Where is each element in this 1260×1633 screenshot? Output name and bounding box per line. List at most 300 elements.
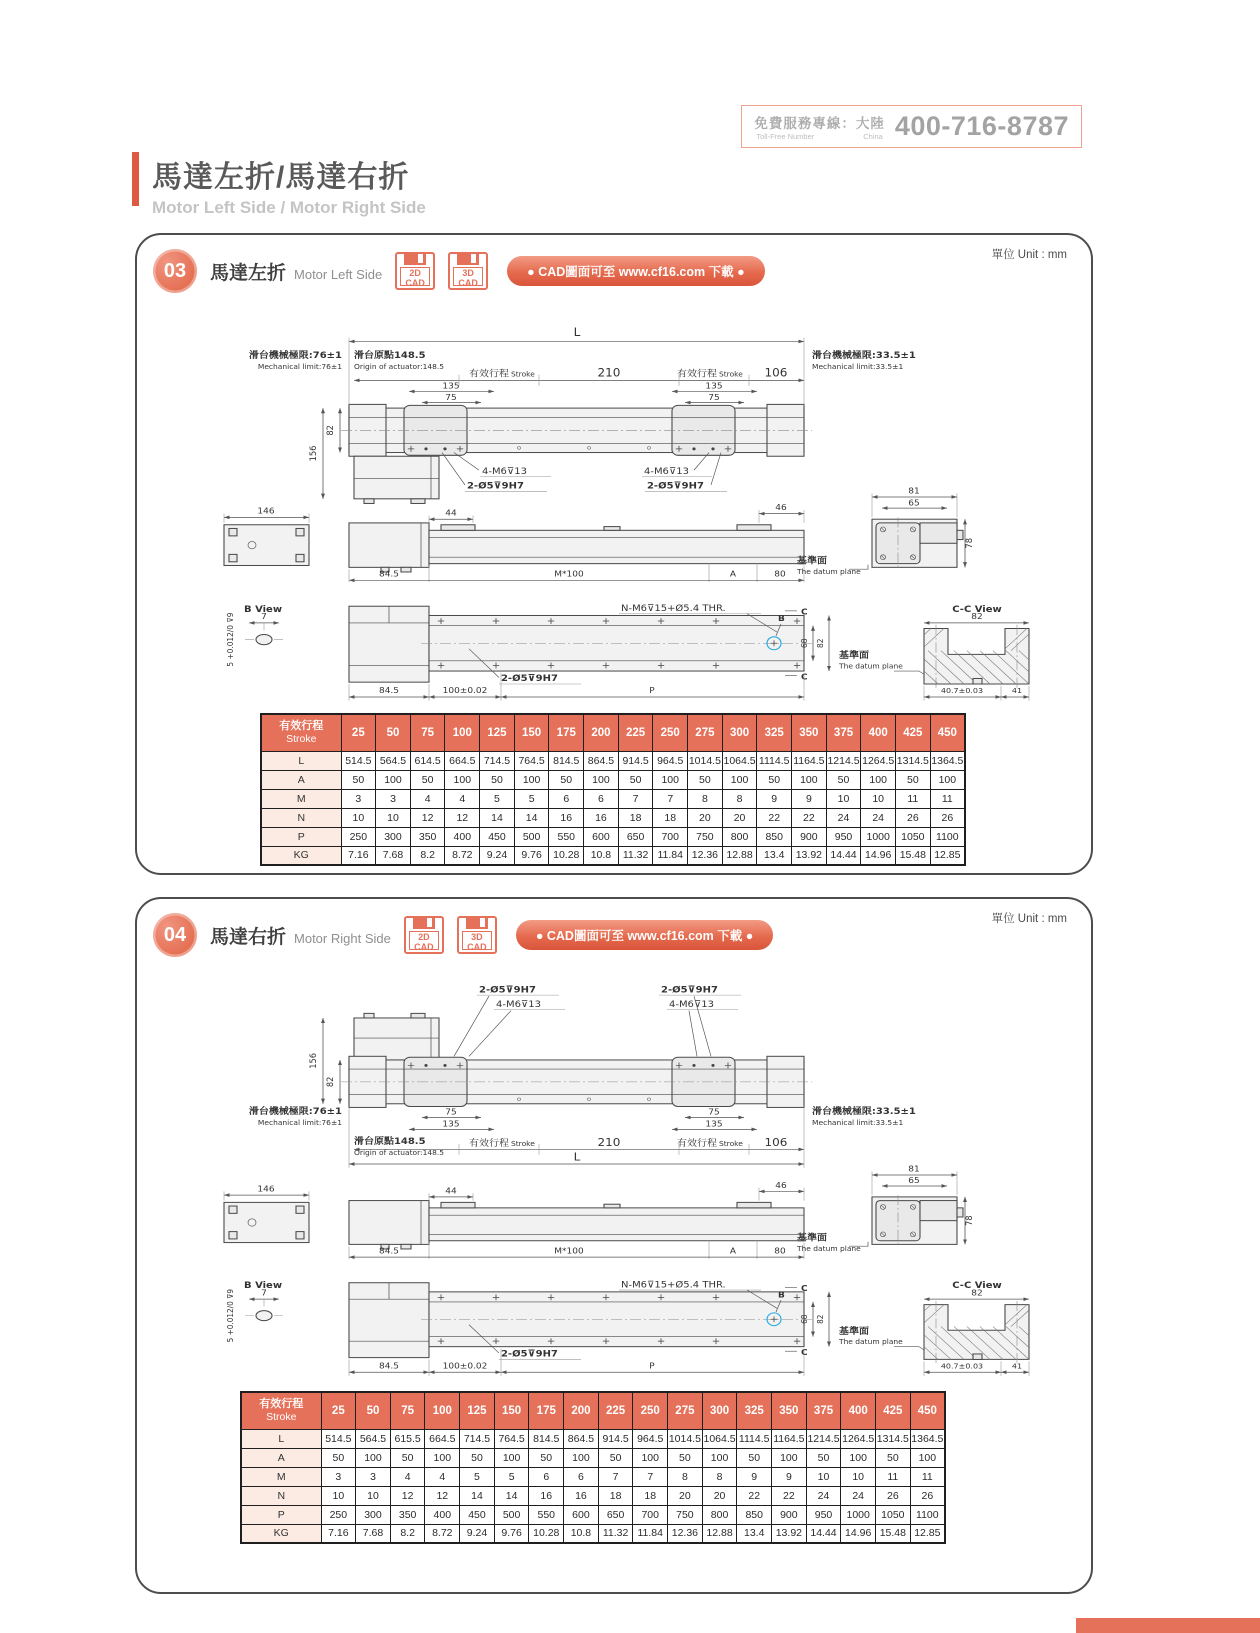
value-cell: 1314.5 (896, 751, 931, 770)
dim-82: 82 (971, 612, 983, 623)
value-cell: 514.5 (321, 1429, 356, 1448)
datum-label-en: The datum plane (797, 567, 861, 576)
value-cell: 1014.5 (688, 751, 723, 770)
value-cell: 15.48 (896, 846, 931, 865)
stroke-column-header: 450 (910, 1392, 945, 1429)
value-cell: 12 (390, 1486, 425, 1505)
side-view (224, 1165, 975, 1259)
value-cell: 764.5 (494, 1429, 529, 1448)
dim-106: 106 (764, 366, 788, 380)
row-label: M (241, 1467, 321, 1486)
datum-label-zh: 基準面 (797, 555, 827, 567)
cad-2d-sublabel: CAD (414, 941, 434, 952)
value-cell: 5 (460, 1467, 495, 1486)
stroke-column-header: 75 (410, 714, 445, 751)
mech-limit-right-en: Mechanical limit:33.5±1 (812, 362, 904, 372)
tollfree-number: 400-716-8787 (894, 111, 1069, 141)
mech-limit-left-zh: 滑台機械極限:76±1 (248, 350, 342, 361)
value-cell: 9 (792, 789, 827, 808)
footer-accent-tab (1076, 1618, 1260, 1633)
value-cell: 1100 (910, 1505, 945, 1524)
c-marker: C (801, 672, 808, 683)
value-cell: 11.32 (598, 1524, 633, 1543)
value-cell: 650 (618, 827, 653, 846)
value-cell: 26 (896, 808, 931, 827)
value-cell: 8.72 (425, 1524, 460, 1543)
cad-3d-icon[interactable] (457, 916, 497, 954)
value-cell: 50 (321, 1448, 356, 1467)
dim-146: 146 (257, 506, 275, 517)
value-cell: 100 (653, 770, 688, 789)
value-cell: 8.72 (445, 846, 480, 865)
stroke-column-header: 50 (376, 714, 411, 751)
value-cell: 100 (445, 770, 480, 789)
cad-download-note[interactable]: ● CAD圖面可至 www.cf16.com 下載 ● (507, 256, 764, 286)
datum-label-en: The datum plane (839, 661, 903, 671)
value-cell: 300 (356, 1505, 391, 1524)
value-cell: 13.92 (792, 846, 827, 865)
value-cell: 18 (653, 808, 688, 827)
origin-label-en: Origin of actuator:148.5 (354, 362, 445, 372)
top-view (249, 325, 916, 503)
row-label: L (261, 751, 341, 770)
value-cell: 600 (564, 1505, 599, 1524)
value-cell: 9.76 (494, 1524, 529, 1543)
value-cell: 800 (702, 1505, 737, 1524)
value-cell: 8.2 (410, 846, 445, 865)
value-cell: 1050 (896, 827, 931, 846)
value-cell: 50 (549, 770, 584, 789)
value-cell: 814.5 (549, 751, 584, 770)
stroke-column-header: 450 (930, 714, 965, 751)
b-view-label: B View (244, 1280, 283, 1292)
dim-75: 75 (708, 393, 720, 403)
cad-2d-icon[interactable] (404, 916, 444, 954)
value-cell: 10 (321, 1486, 356, 1505)
value-cell: 50 (410, 770, 445, 789)
value-cell: 14.44 (806, 1524, 841, 1543)
value-cell: 250 (341, 827, 376, 846)
unit-label: 單位 Unit : mm (991, 249, 1067, 261)
value-cell: 18 (618, 808, 653, 827)
stroke-header-cell: 有效行程 Stroke (241, 1392, 321, 1429)
stroke-column-header: 50 (356, 1392, 391, 1429)
callout-2o5: 2-Ø5⊽9H7 (467, 480, 524, 492)
value-cell: 100 (910, 1448, 945, 1467)
dim-label-L: L (573, 325, 581, 339)
spec-table-motor-right (240, 1391, 946, 1544)
stroke-column-header: 350 (792, 714, 827, 751)
dim-84-5: 84.5 (378, 686, 400, 697)
value-cell: 100 (702, 1448, 737, 1467)
stroke-column-header: 75 (390, 1392, 425, 1429)
stroke-column-header: 425 (876, 1392, 911, 1429)
cad-3d-sublabel: CAD (467, 941, 487, 952)
value-cell: 50 (688, 770, 723, 789)
value-cell: 5 (514, 789, 549, 808)
value-cell: 9 (757, 789, 792, 808)
value-cell: 11.32 (618, 846, 653, 865)
value-cell: 14 (480, 808, 515, 827)
dim-100-tol: 100±0.02 (442, 686, 488, 697)
value-cell: 7 (618, 789, 653, 808)
row-label: N (261, 808, 341, 827)
value-cell: 11.84 (633, 1524, 668, 1543)
dim-135: 135 (442, 1119, 460, 1130)
value-cell: 964.5 (653, 751, 688, 770)
value-cell: 3 (356, 1467, 391, 1486)
dim-82: 82 (815, 638, 826, 648)
value-cell: 1264.5 (841, 1429, 876, 1448)
tollfree-region: China (863, 132, 883, 141)
value-cell: 8 (722, 789, 757, 808)
row-label: L (241, 1429, 321, 1448)
value-cell: 16 (529, 1486, 564, 1505)
value-cell: 8.2 (390, 1524, 425, 1543)
cad-download-note[interactable]: ● CAD圖面可至 www.cf16.com 下載 ● (516, 920, 773, 950)
floppy-shutter (457, 253, 479, 265)
value-cell: 12.36 (668, 1524, 703, 1543)
value-cell: 550 (529, 1505, 564, 1524)
value-cell: 50 (737, 1448, 772, 1467)
stroke-label-en: Stroke (511, 369, 535, 379)
value-cell: 100 (772, 1448, 807, 1467)
row-label: N (241, 1486, 321, 1505)
value-cell: 11.84 (653, 846, 688, 865)
value-cell: 250 (321, 1505, 356, 1524)
value-cell: 6 (549, 789, 584, 808)
value-cell: 614.5 (410, 751, 445, 770)
value-cell: 400 (425, 1505, 460, 1524)
callout-n-thr: N-M6⊽15+Ø5.4 THR. (621, 1279, 726, 1291)
value-cell: 8 (688, 789, 723, 808)
dim-82: 82 (325, 425, 337, 436)
value-cell: 100 (930, 770, 965, 789)
value-cell: 914.5 (618, 751, 653, 770)
cad-3d-icon[interactable] (448, 252, 488, 290)
dim-106: 106 (764, 1135, 788, 1149)
value-cell: 850 (757, 827, 792, 846)
stroke-column-header: 225 (618, 714, 653, 751)
value-cell: 11 (896, 789, 931, 808)
value-cell: 12 (425, 1486, 460, 1505)
dim-m100: M*100 (554, 569, 584, 580)
table-row (241, 1467, 945, 1486)
page-title-en: Motor Left Side / Motor Right Side (152, 198, 426, 217)
value-cell: 50 (806, 1448, 841, 1467)
dim-75: 75 (445, 1108, 457, 1118)
value-cell: 10.28 (549, 846, 584, 865)
callout-n-thr: N-M6⊽15+Ø5.4 THR. (621, 603, 726, 614)
page-title-zh: 馬達左折/馬達右折 (152, 161, 410, 194)
b-view-tolerance: 5 +0.012/0 ⊽9 (225, 1288, 236, 1343)
value-cell: 22 (757, 808, 792, 827)
value-cell: 24 (861, 808, 896, 827)
value-cell: 11 (910, 1467, 945, 1486)
value-cell: 50 (460, 1448, 495, 1467)
value-cell: 13.4 (737, 1524, 772, 1543)
stroke-column-header: 375 (806, 1392, 841, 1429)
row-label: P (241, 1505, 321, 1524)
dim-146: 146 (257, 1184, 275, 1195)
value-cell: 4 (410, 789, 445, 808)
value-cell: 12 (445, 808, 480, 827)
value-cell: 16 (549, 808, 584, 827)
stroke-label-zh: 有效行程 (469, 1138, 509, 1149)
stroke-label-zh: 有效行程 (469, 368, 509, 380)
dim-44: 44 (445, 1186, 457, 1197)
cc-view (924, 1281, 1029, 1376)
value-cell: 950 (806, 1505, 841, 1524)
dim-41: 41 (1011, 686, 1023, 696)
value-cell: 100 (792, 770, 827, 789)
section-number-badge: 04 (153, 913, 197, 957)
dim-m100: M*100 (554, 1246, 584, 1257)
value-cell: 100 (494, 1448, 529, 1467)
table-row (241, 1524, 945, 1543)
stroke-column-header: 275 (668, 1392, 703, 1429)
value-cell: 10 (841, 1467, 876, 1486)
c-marker: C (801, 607, 808, 618)
section-title-zh: 馬達左折 (210, 262, 287, 284)
dim-P: P (649, 686, 655, 697)
dim-41: 41 (1011, 1361, 1023, 1371)
value-cell: 16 (564, 1486, 599, 1505)
stroke-column-header: 225 (598, 1392, 633, 1429)
value-cell: 864.5 (564, 1429, 599, 1448)
table-row (241, 1486, 945, 1505)
value-cell: 20 (702, 1486, 737, 1505)
callout-4m6: 4-M6⊽13 (669, 999, 714, 1010)
value-cell: 564.5 (356, 1429, 391, 1448)
dim-75: 75 (708, 1108, 720, 1118)
value-cell: 300 (376, 827, 411, 846)
row-label: KG (241, 1524, 321, 1543)
value-cell: 50 (757, 770, 792, 789)
stroke-column-header: 400 (841, 1392, 876, 1429)
value-cell: 9 (737, 1467, 772, 1486)
cad-2d-label: 2D (409, 268, 421, 278)
stroke-column-header: 325 (757, 714, 792, 751)
value-cell: 26 (930, 808, 965, 827)
tollfree-label-zh: 免費服務專線：大陸 (754, 116, 885, 131)
dim-75: 75 (445, 393, 457, 403)
value-cell: 500 (514, 827, 549, 846)
value-cell: 750 (688, 827, 723, 846)
value-cell: 1364.5 (930, 751, 965, 770)
dim-135: 135 (705, 381, 723, 392)
value-cell: 20 (688, 808, 723, 827)
value-cell: 12.85 (930, 846, 965, 865)
dim-78: 78 (964, 537, 976, 549)
value-cell: 24 (806, 1486, 841, 1505)
table-row (261, 846, 965, 865)
value-cell: 7 (598, 1467, 633, 1486)
value-cell: 9.76 (514, 846, 549, 865)
dim-135: 135 (442, 381, 460, 392)
stroke-column-header: 175 (549, 714, 584, 751)
stroke-label-zh: 有效行程 (677, 1138, 717, 1149)
section-panel-motor-right (135, 897, 1093, 1594)
value-cell: 11 (930, 789, 965, 808)
value-cell: 26 (910, 1486, 945, 1505)
stroke-header-cell: 有效行程 Stroke (261, 714, 341, 751)
value-cell: 714.5 (460, 1429, 495, 1448)
value-cell: 1100 (930, 827, 965, 846)
stroke-column-header: 200 (584, 714, 619, 751)
dim-82: 82 (325, 1076, 337, 1088)
floppy-shutter (404, 253, 426, 265)
callout-2o5: 2-Ø5⊽9H7 (501, 673, 558, 685)
callout-2o5: 2-Ø5⊽9H7 (661, 984, 718, 996)
cad-2d-icon[interactable] (395, 252, 435, 290)
cad-2d-label: 2D (418, 932, 430, 942)
dim-82: 82 (971, 1288, 983, 1299)
value-cell: 100 (356, 1448, 391, 1467)
callout-2o5: 2-Ø5⊽9H7 (500, 1349, 558, 1360)
dim-65: 65 (908, 498, 920, 509)
datum-label-zh: 基準面 (838, 1326, 869, 1337)
value-cell: 750 (668, 1505, 703, 1524)
table-row (261, 770, 965, 789)
value-cell: 10 (376, 808, 411, 827)
value-cell: 700 (633, 1505, 668, 1524)
value-cell: 13.92 (772, 1524, 807, 1543)
stroke-column-header: 250 (633, 1392, 668, 1429)
stroke-label-en: Stroke (511, 1139, 535, 1148)
value-cell: 18 (598, 1486, 633, 1505)
dim-46: 46 (775, 1181, 787, 1191)
tollfree-banner (741, 105, 1082, 148)
mech-limit-left-en: Mechanical limit:76±1 (257, 362, 342, 372)
value-cell: 100 (514, 770, 549, 789)
value-cell: 450 (480, 827, 515, 846)
row-label: A (241, 1448, 321, 1467)
value-cell: 615.5 (390, 1429, 425, 1448)
bottom-view (226, 1280, 926, 1376)
value-cell: 4 (390, 1467, 425, 1486)
stroke-column-header: 325 (737, 1392, 772, 1429)
table-row (241, 1448, 945, 1467)
dim-81: 81 (908, 486, 920, 497)
technical-drawing-motor-left (149, 297, 1079, 709)
value-cell: 500 (494, 1505, 529, 1524)
section-number-badge: 03 (153, 249, 197, 293)
value-cell: 1050 (876, 1505, 911, 1524)
value-cell: 650 (598, 1505, 633, 1524)
dim-A: A (729, 1246, 737, 1257)
technical-drawing-motor-right (149, 965, 1079, 1385)
row-label: P (261, 827, 341, 846)
value-cell: 1264.5 (861, 751, 896, 770)
floppy-shutter (413, 917, 435, 929)
value-cell: 350 (410, 827, 445, 846)
dim-210: 210 (597, 1135, 621, 1149)
value-cell: 6 (584, 789, 619, 808)
value-cell: 10.28 (529, 1524, 564, 1543)
value-cell: 764.5 (514, 751, 549, 770)
row-label: M (261, 789, 341, 808)
stroke-label-en: Stroke (718, 1139, 743, 1148)
value-cell: 7 (653, 789, 688, 808)
dim-7: 7 (261, 1288, 267, 1299)
callout-4m6: 4-M6⊽13 (482, 466, 527, 477)
c-marker: C (801, 1348, 808, 1358)
value-cell: 15.48 (876, 1524, 911, 1543)
floppy-shutter (466, 917, 488, 929)
dim-80: 80 (774, 569, 786, 580)
stroke-column-header: 25 (321, 1392, 356, 1429)
dim-80: 80 (774, 1246, 786, 1257)
cad-3d-sublabel: CAD (458, 277, 478, 288)
row-label: KG (261, 846, 341, 865)
value-cell: 50 (618, 770, 653, 789)
value-cell: 100 (425, 1448, 460, 1467)
value-cell: 8 (668, 1467, 703, 1486)
value-cell: 20 (668, 1486, 703, 1505)
stroke-column-header: 250 (653, 714, 688, 751)
value-cell: 10 (861, 789, 896, 808)
value-cell: 6 (529, 1467, 564, 1486)
callout-4m6: 4-M6⊽13 (644, 466, 689, 477)
stroke-label-zh: 有效行程 (677, 368, 717, 380)
value-cell: 1064.5 (722, 751, 757, 770)
section-panel-motor-left (135, 233, 1093, 875)
value-cell: 100 (564, 1448, 599, 1467)
value-cell: 14 (460, 1486, 495, 1505)
datum-label-en: The datum plane (796, 1244, 861, 1253)
value-cell: 7.16 (341, 846, 376, 865)
callout-4m6: 4-M6⊽13 (496, 999, 541, 1010)
value-cell: 600 (584, 827, 619, 846)
value-cell: 350 (390, 1505, 425, 1524)
dim-82: 82 (815, 1314, 826, 1324)
value-cell: 1164.5 (792, 751, 827, 770)
table-row (261, 808, 965, 827)
value-cell: 800 (722, 827, 757, 846)
value-cell: 7 (633, 1467, 668, 1486)
value-cell: 14.96 (861, 846, 896, 865)
value-cell: 14.44 (826, 846, 861, 865)
section-title-en: Motor Right Side (294, 930, 391, 946)
value-cell: 900 (792, 827, 827, 846)
title-accent-bar (132, 152, 139, 206)
value-cell: 450 (460, 1505, 495, 1524)
dim-135: 135 (705, 1119, 723, 1130)
stroke-column-header: 375 (826, 714, 861, 751)
value-cell: 864.5 (584, 751, 619, 770)
value-cell: 100 (841, 1448, 876, 1467)
value-cell: 22 (792, 808, 827, 827)
cc-view-label: C-C View (952, 1280, 1002, 1292)
table-row (241, 1429, 945, 1448)
dim-label-L: L (573, 1149, 581, 1164)
mech-limit-right-en: Mechanical limit:33.5±1 (812, 1118, 904, 1127)
page-title (132, 152, 426, 218)
dim-100-tol: 100±0.02 (442, 1361, 488, 1372)
stroke-column-header: 300 (722, 714, 757, 751)
value-cell: 550 (549, 827, 584, 846)
b-marker: B (778, 1290, 785, 1301)
value-cell: 1214.5 (826, 751, 861, 770)
value-cell: 11 (876, 1467, 911, 1486)
value-cell: 1064.5 (702, 1429, 737, 1448)
spec-table-motor-left (260, 713, 966, 866)
value-cell: 12.88 (722, 846, 757, 865)
value-cell: 814.5 (529, 1429, 564, 1448)
cc-view-label: C-C View (952, 604, 1002, 615)
dim-A: A (729, 569, 737, 580)
